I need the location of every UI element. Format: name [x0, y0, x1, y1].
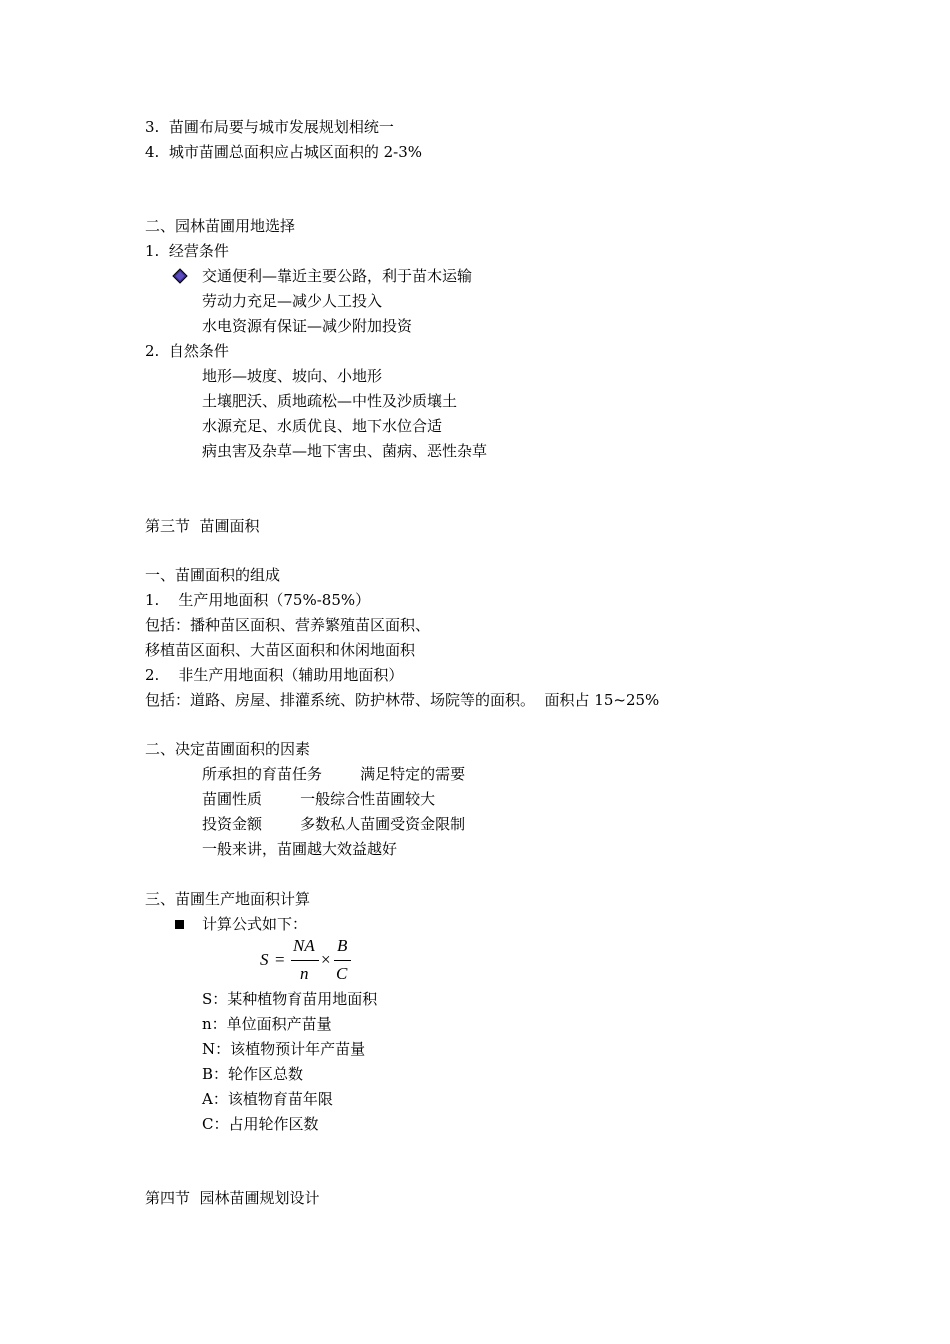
fraction-bar	[291, 960, 319, 961]
factor-item: 投资金额 多数私人苗圃受资金限制	[202, 815, 466, 833]
formula-equals: =	[275, 950, 285, 969]
factors-heading: 二、决定苗圃面积的因素	[145, 740, 311, 758]
formula-denominator-2: C	[336, 964, 348, 983]
variable-definition: N：该植物预计年产苗量	[202, 1040, 366, 1058]
variable-definition: B：轮作区总数	[202, 1065, 304, 1083]
business-condition-item: 水电资源有保证—减少附加投资	[202, 317, 413, 335]
natural-condition-item: 土壤肥沃、质地疏松—中性及沙质壤土	[202, 392, 458, 410]
calculation-intro: 计算公式如下：	[202, 915, 308, 933]
fraction-bar	[334, 960, 351, 961]
square-bullet-icon	[175, 920, 184, 929]
business-condition-item: 劳动力充足—减少人工投入	[202, 292, 383, 310]
formula-numerator-2: B	[337, 936, 348, 955]
formula-numerator-1: NA	[293, 936, 315, 955]
variable-definition: n：单位面积产苗量	[202, 1015, 332, 1033]
section3-title: 第三节 苗圃面积	[145, 517, 260, 535]
section4-title: 第四节 园林苗圃规划设计	[145, 1189, 320, 1207]
formula-times: ×	[321, 950, 331, 969]
natural-conditions-title: 2. 自然条件	[145, 342, 229, 360]
natural-condition-item: 地形—坡度、坡向、小地形	[202, 367, 383, 385]
site-selection-heading: 二、园林苗圃用地选择	[145, 217, 296, 235]
factor-item: 一般来讲，苗圃越大效益越好	[202, 840, 398, 858]
variable-definition: S：某种植物育苗用地面积	[202, 990, 378, 1008]
composition-heading: 一、苗圃面积的组成	[145, 566, 281, 584]
factor-item: 苗圃性质 一般综合性苗圃较大	[202, 790, 436, 808]
natural-condition-item: 水源充足、水质优良、地下水位合适	[202, 417, 443, 435]
formula-lhs: S	[260, 950, 269, 969]
composition-paragraph: 包括：道路、房屋、排灌系统、防护林带、场院等的面积。 面积占 15~25%	[145, 691, 660, 709]
formula-denominator-1: n	[300, 964, 309, 983]
business-conditions-title: 1. 经营条件	[145, 242, 229, 260]
composition-paragraph: 移植苗区面积、大苗区面积和休闲地面积	[145, 641, 416, 659]
diamond-bullet-icon	[172, 266, 188, 286]
composition-paragraph: 2. 非生产用地面积（辅助用地面积）	[145, 666, 404, 684]
natural-condition-item: 病虫害及杂草—地下害虫、菌病、恶性杂草	[202, 442, 488, 460]
area-formula	[258, 936, 358, 986]
variable-definition: A：该植物育苗年限	[202, 1090, 333, 1108]
business-condition-item: 交通便利—靠近主要公路，利于苗木运输	[202, 267, 473, 285]
factor-item: 所承担的育苗任务 满足特定的需要	[202, 765, 466, 783]
composition-paragraph: 包括：播种苗区面积、营养繁殖苗区面积、	[145, 616, 431, 634]
variable-definition: C：占用轮作区数	[202, 1115, 319, 1133]
layout-principle-3: 3. 苗圃布局要与城市发展规划相统一	[145, 118, 394, 136]
composition-paragraph: 1. 生产用地面积（75%-85%）	[145, 591, 371, 609]
layout-principle-4: 4. 城市苗圃总面积应占城区面积的 2-3%	[145, 143, 423, 161]
calculation-heading: 三、苗圃生产地面积计算	[145, 890, 311, 908]
